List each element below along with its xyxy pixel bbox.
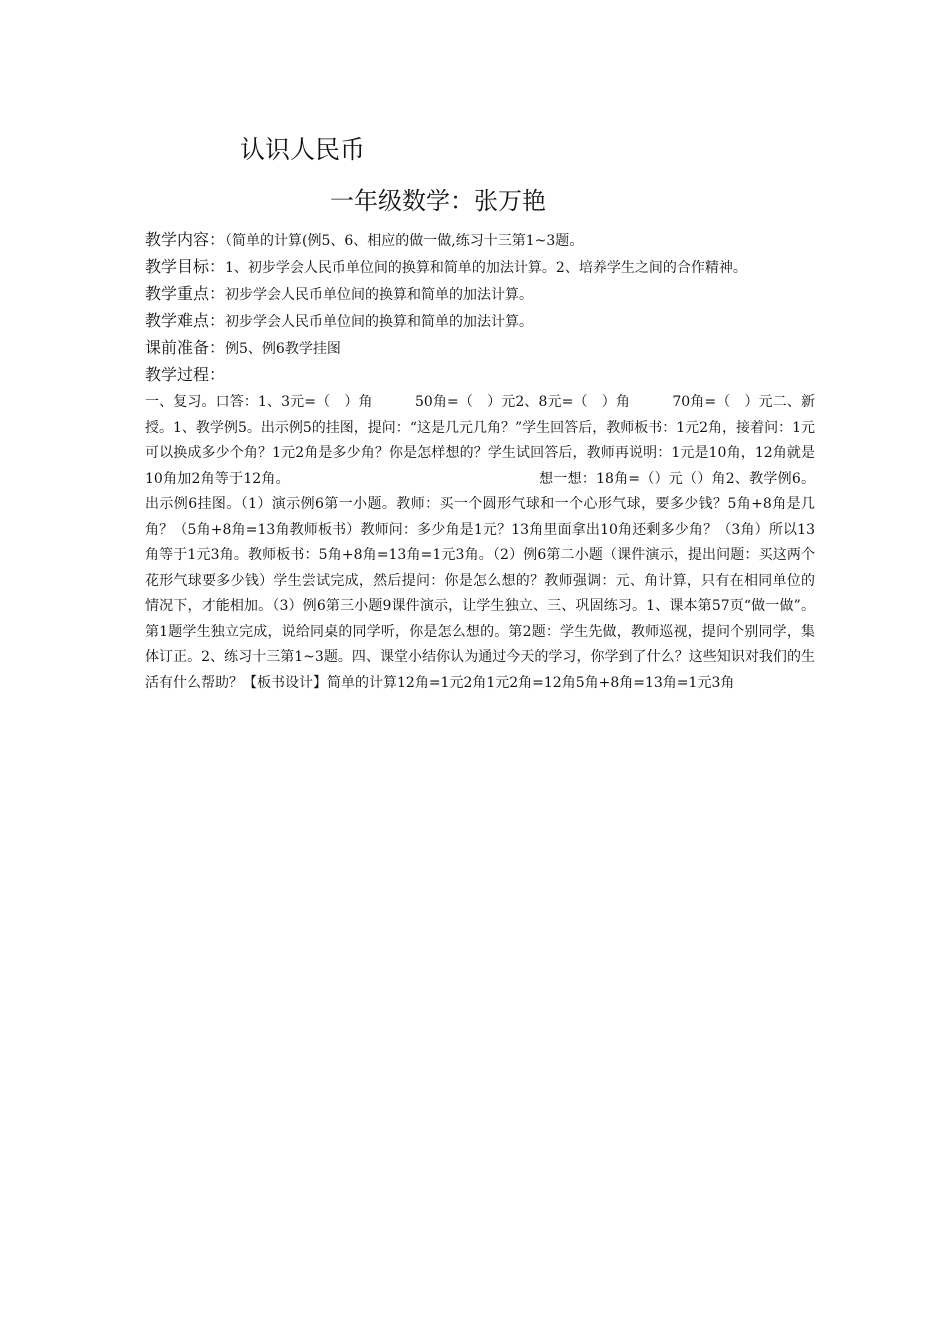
field-label: 课前准备： bbox=[145, 338, 226, 357]
field-objectives bbox=[145, 255, 815, 280]
field-difficulties bbox=[145, 309, 815, 334]
teaching-process-text: 一、复习。口答：1、3元=（ ）角 50角=（ ）元2、8元=（ ）角 70角=（ ）元二、新授。1、教学例5。出示例5的挂图，提问：“这是几元几角？”学生回答后，教师板书：1元2角，接着问：1元可以换成多少个角？1元2角是多少角？你是怎样想的？学生试回答后，教师再说明：1元是10角，12角就是10角加2角等于12角。 想一想：18角=（）元（）角2、教学例6。出示例6挂图。（1）演示例6第一小题。教师：买一个圆形气球和一个心形气球，要多少钱？5角+8角是几角？（5角+8角=13角教师板书）教师问：多少角是1元？13角里面拿出10角还剩多少角？（3角）所以13角等于1元3角。教师板书：5角+8角=13角=1元3角。（2）例6第二小题（课件演示，提出问题：买这两个花形气球要多少钱）学生尝试完成，然后提问：你是怎么想的？教师强调：元、角计算，只有在相同单位的情况下，才能相加。（3）例6第三小题9课件演示，让学生独立、三、巩固练习。1、课本第57页“做一做”。第1题学生独立完成，说给同桌的同学听，你是怎么想的。第2题：学生先做，教师巡视，提问个别同学，集体订正。2、练习十三第1~3题。四、课堂小结你认为通过今天的学习，你学到了什么？这些知识对我们的生活有什么帮助？【板书设计】简单的计算12角=1元2角1元2角=12角5角+8角=13角=1元3角 bbox=[145, 394, 815, 691]
document-title: 认识人民币 bbox=[240, 135, 366, 164]
field-value: （简单的计算(例5、6、相应的做一做,练习十三第1~3题。 bbox=[225, 233, 584, 249]
field-value: 1、初步学会人民币单位间的换算和简单的加法计算。2、培养学生之间的合作精神。 bbox=[225, 260, 747, 276]
field-label: 教学内容： bbox=[145, 230, 226, 249]
field-value: 初步学会人民币单位间的换算和简单的加法计算。 bbox=[225, 287, 534, 303]
field-process-heading bbox=[145, 363, 815, 388]
field-label: 教学难点： bbox=[145, 311, 226, 330]
field-label: 教学重点： bbox=[145, 284, 226, 303]
document-body bbox=[145, 228, 815, 696]
document-subtitle: 一年级数学：张万艳 bbox=[330, 187, 546, 215]
field-label: 教学过程： bbox=[145, 365, 226, 384]
field-content bbox=[145, 228, 815, 253]
field-preparation bbox=[145, 336, 815, 361]
field-label: 教学目标： bbox=[145, 257, 226, 276]
field-key-points bbox=[145, 282, 815, 307]
field-value: 例5、例6教学挂图 bbox=[225, 341, 341, 357]
field-value: 初步学会人民币单位间的换算和简单的加法计算。 bbox=[225, 314, 534, 330]
